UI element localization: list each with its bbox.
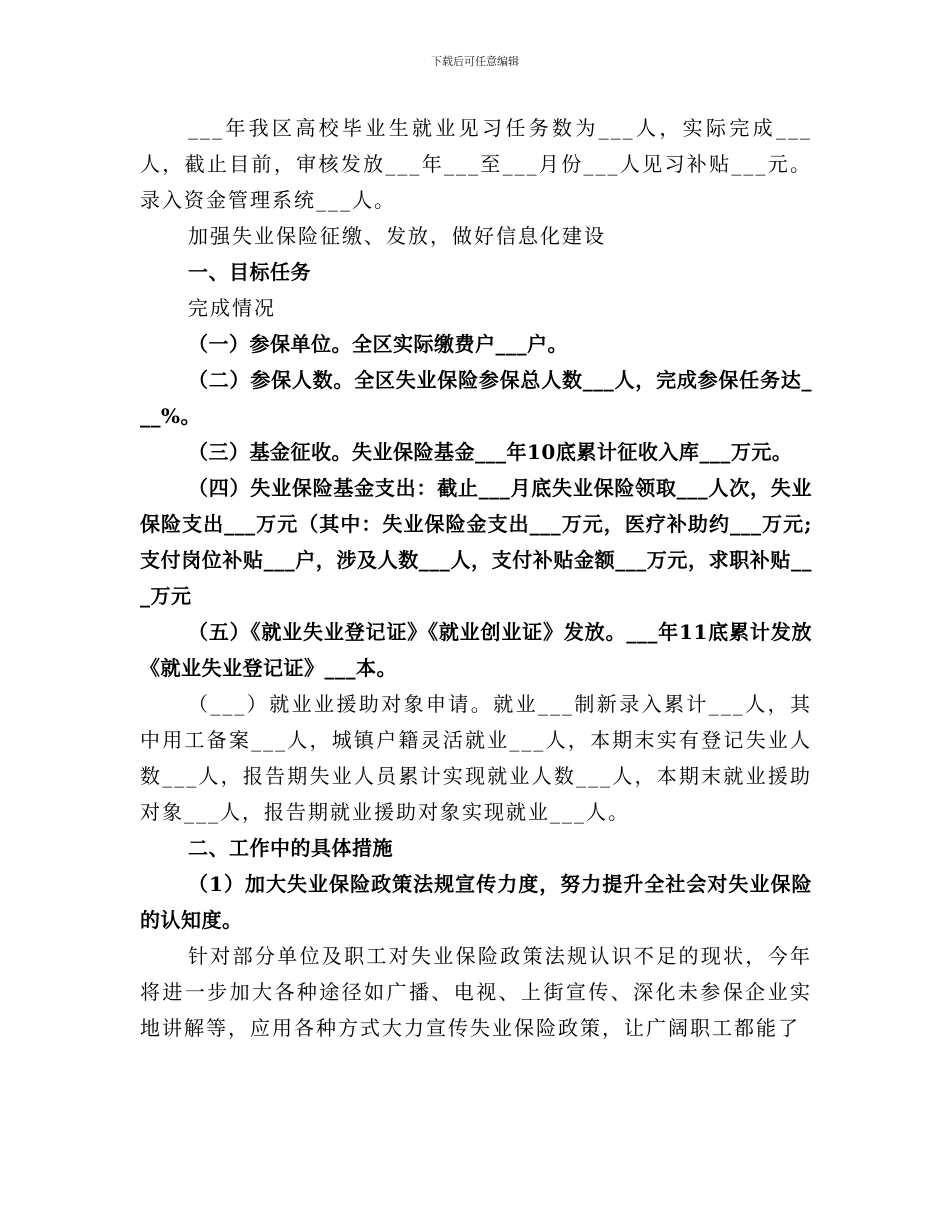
paragraph-completion: 完成情况 [188, 296, 276, 320]
section-heading-measures: 二、工作中的具体措施 [188, 836, 393, 860]
paragraph-item-2: （二）参保人数。全区失业保险参保总人数___人，完成参保任务达___%。 [140, 368, 812, 428]
paragraph-measure-1: （1）加大失业保险政策法规宣传力度，努力提升全社会对失业保险的认知度。 [140, 872, 812, 932]
page-header: 下载后可任意编辑 [431, 55, 519, 68]
paragraph-item-5: （五）《就业失业登记证》《就业创业证》发放。___年11底累计发放《就业失业登记证》___本。 [140, 620, 812, 680]
paragraph-item-4: （四）失业保险基金支出：截止___月底失业保险领取___人次，失业保险支出___万元（其中：失业保险金支出___万元，医疗补助约___万元;支付岗位补贴___户，涉及人数___人，支付补贴金额___万元，求职补贴___万元 [140, 476, 812, 608]
paragraph-item-6: （___）就业业援助对象申请。就业___制新录入累计___人，其中用工备案___人，城镇户籍灵活就业___人，本期末实有登记失业人数___人，报告期失业人员累计实现就业人数___人，本期末就业援助对象___人，报告期就业援助对象实现就业___人。 [140, 692, 812, 824]
section-heading-goals: 一、目标任务 [188, 260, 311, 284]
paragraph-internship: ___年我区高校毕业生就业见习任务数为___人，实际完成___人，截止目前，审核发放___年___至___月份___人见习补贴___元。录入资金管理系统___人。 [140, 116, 812, 212]
paragraph-item-3: （三）基金征收。失业保险基金___年10底累计征收入库___万元。 [188, 440, 793, 464]
paragraph-measure-1-body: 针对部分单位及职工对失业保险政策法规认识不足的现状，今年将进一步加大各种途径如广播、电视、上街宣传、深化未参保企业实地讲解等，应用各种方式大力宣传失业保险政策，让广阔职工都能了 [140, 944, 812, 1040]
paragraph-item-1: （一）参保单位。全区实际缴费户___户。 [188, 332, 568, 356]
document-body [140, 110, 812, 1046]
paragraph-insurance-title: 加强失业保险征缴、发放，做好信息化建设 [188, 224, 606, 248]
